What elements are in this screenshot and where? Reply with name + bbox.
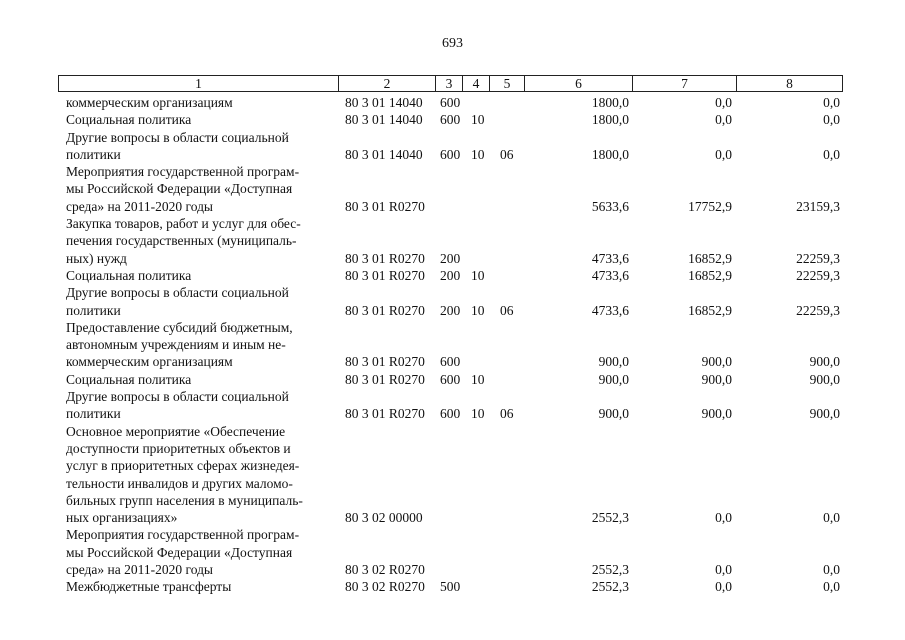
table-row [0, 94, 905, 111]
row-name-line: Социальная политика [66, 267, 192, 283]
row-name-line: печения государственных (муниципаль- [66, 233, 297, 249]
row-code: 80 3 01 14040 [345, 146, 423, 162]
row-code: 80 3 01 R0270 [345, 406, 425, 422]
row-expense-type: 600 [440, 406, 461, 422]
row-value-col6: 2552,3 [591, 510, 629, 526]
row-name-line: доступности приоритетных объектов и [66, 440, 291, 456]
header-cell-6: 6 [525, 76, 633, 91]
row-name-line: Предоставление субсидий бюджетным, [66, 319, 293, 335]
row-value-col7: 900,0 [701, 406, 732, 422]
row-expense-type: 200 [440, 267, 461, 283]
header-cell-7: 7 [633, 76, 737, 91]
row-name-line: тельности инвалидов и других маломо- [66, 475, 293, 491]
table-row [0, 371, 905, 388]
row-section: 10 [471, 371, 485, 387]
row-value-col7: 900,0 [701, 354, 732, 370]
row-value-col7: 900,0 [701, 371, 732, 387]
row-value-col8: 900,0 [809, 371, 840, 387]
row-section: 10 [471, 302, 485, 318]
row-value-col7: 0,0 [715, 562, 732, 578]
table-row [0, 319, 905, 371]
row-expense-type: 600 [440, 112, 461, 128]
row-name [66, 423, 334, 527]
row-name [66, 129, 334, 164]
row-value-col6: 5633,6 [591, 198, 629, 214]
row-name-line: мы Российской Федерации «Доступная [66, 544, 293, 560]
row-value-col8: 900,0 [809, 406, 840, 422]
header-cell-1: 1 [59, 76, 339, 91]
row-value-col8: 0,0 [823, 579, 840, 595]
row-section: 10 [471, 267, 485, 283]
row-value-col8: 22259,3 [796, 302, 840, 318]
row-name-line: Другие вопросы в области социальной [66, 285, 289, 301]
row-value-col8: 22259,3 [796, 250, 840, 266]
table-row [0, 423, 905, 527]
row-name-line: политики [66, 146, 121, 162]
header-cell-5: 5 [490, 76, 525, 91]
row-name [66, 578, 334, 595]
row-name [66, 267, 334, 284]
row-section: 10 [471, 146, 485, 162]
row-value-col6: 900,0 [598, 371, 629, 387]
row-value-col8: 900,0 [809, 354, 840, 370]
row-code: 80 3 01 R0270 [345, 267, 425, 283]
row-code: 80 3 01 R0270 [345, 354, 425, 370]
row-section: 10 [471, 112, 485, 128]
row-code: 80 3 01 R0270 [345, 302, 425, 318]
table-row [0, 526, 905, 578]
row-name-line: Другие вопросы в области социальной [66, 129, 289, 145]
row-value-col6: 2552,3 [591, 562, 629, 578]
row-name [66, 388, 334, 423]
table-row [0, 129, 905, 164]
row-value-col8: 0,0 [823, 510, 840, 526]
header-cell-4: 4 [463, 76, 490, 91]
row-subsection: 06 [500, 302, 514, 318]
row-value-col7: 16852,9 [688, 250, 732, 266]
table-row [0, 284, 905, 319]
row-name-line: Закупка товаров, работ и услуг для обес- [66, 216, 301, 232]
table-row [0, 267, 905, 284]
row-code: 80 3 01 14040 [345, 112, 423, 128]
row-value-col7: 0,0 [715, 112, 732, 128]
row-name-line: ных) нужд [66, 250, 127, 266]
row-value-col7: 0,0 [715, 510, 732, 526]
row-value-col7: 16852,9 [688, 302, 732, 318]
row-name-line: Другие вопросы в области социальной [66, 389, 289, 405]
row-name-line: ных организациях» [66, 510, 178, 526]
row-name-line: коммерческим организациям [66, 95, 233, 110]
row-name-line: автономным учреждениям и иным не- [66, 337, 286, 353]
row-value-col8: 0,0 [823, 562, 840, 578]
row-value-col8: 0,0 [823, 146, 840, 162]
row-subsection: 06 [500, 406, 514, 422]
row-code: 80 3 01 R0270 [345, 371, 425, 387]
row-code: 80 3 02 00000 [345, 510, 423, 526]
row-name-line: политики [66, 302, 121, 318]
row-code: 80 3 01 R0270 [345, 250, 425, 266]
row-value-col8: 22259,3 [796, 267, 840, 283]
row-expense-type: 600 [440, 371, 461, 387]
row-value-col7: 16852,9 [688, 267, 732, 283]
table-header-row [58, 75, 843, 92]
row-value-col8: 0,0 [823, 112, 840, 128]
row-name [66, 111, 334, 128]
header-cell-2: 2 [339, 76, 436, 91]
row-name-line: Социальная политика [66, 112, 192, 128]
row-name-line: Социальная политика [66, 371, 192, 387]
row-name-line: Мероприятия государственной програм- [66, 164, 300, 180]
row-name-line: политики [66, 406, 121, 422]
page-number: 693 [442, 36, 463, 51]
row-value-col8: 23159,3 [796, 198, 840, 214]
row-value-col6: 4733,6 [591, 302, 629, 318]
row-value-col6: 4733,6 [591, 267, 629, 283]
row-name-line: коммерческим организациям [66, 354, 233, 370]
row-value-col6: 1800,0 [591, 112, 629, 128]
row-name-line: Основное мероприятие «Обеспечение [66, 423, 286, 439]
row-value-col6: 900,0 [598, 354, 629, 370]
table-row [0, 163, 905, 215]
row-name-line: Мероприятия государственной програм- [66, 527, 300, 543]
row-name [66, 526, 334, 578]
table-body [0, 94, 905, 596]
row-value-col6: 1800,0 [591, 95, 629, 110]
row-name [66, 319, 334, 371]
row-code: 80 3 02 R0270 [345, 562, 425, 578]
row-name [66, 284, 334, 319]
row-name [66, 215, 334, 267]
row-expense-type: 200 [440, 302, 461, 318]
table-row [0, 388, 905, 423]
row-expense-type: 600 [440, 95, 461, 110]
row-name-line: мы Российской Федерации «Доступная [66, 181, 293, 197]
row-name-line: среда» на 2011-2020 годы [66, 562, 214, 578]
row-value-col6: 4733,6 [591, 250, 629, 266]
row-name [66, 163, 334, 215]
row-subsection: 06 [500, 146, 514, 162]
row-value-col7: 0,0 [715, 146, 732, 162]
row-name-line: среда» на 2011-2020 годы [66, 198, 214, 214]
header-cell-3: 3 [436, 76, 463, 91]
row-expense-type: 600 [440, 354, 461, 370]
table-row [0, 215, 905, 267]
row-code: 80 3 02 R0270 [345, 579, 425, 595]
row-value-col8: 0,0 [823, 95, 840, 110]
row-value-col7: 0,0 [715, 95, 732, 110]
row-name-line: услуг в приоритетных сферах жизнедея- [66, 458, 300, 474]
table-row [0, 111, 905, 128]
row-expense-type: 200 [440, 250, 461, 266]
row-name-line: Межбюджетные трансферты [66, 579, 232, 595]
row-name-line: бильных групп населения в муниципаль- [66, 492, 303, 508]
row-section: 10 [471, 406, 485, 422]
row-value-col6: 900,0 [598, 406, 629, 422]
table-row [0, 578, 905, 595]
row-name [66, 371, 334, 388]
row-expense-type: 600 [440, 146, 461, 162]
row-code: 80 3 01 R0270 [345, 198, 425, 214]
header-cell-8: 8 [786, 76, 793, 91]
row-expense-type: 500 [440, 579, 461, 595]
row-value-col7: 0,0 [715, 579, 732, 595]
row-name [66, 94, 334, 111]
row-value-col6: 2552,3 [591, 579, 629, 595]
row-value-col7: 17752,9 [688, 198, 732, 214]
row-value-col6: 1800,0 [591, 146, 629, 162]
row-code: 80 3 01 14040 [345, 95, 423, 110]
